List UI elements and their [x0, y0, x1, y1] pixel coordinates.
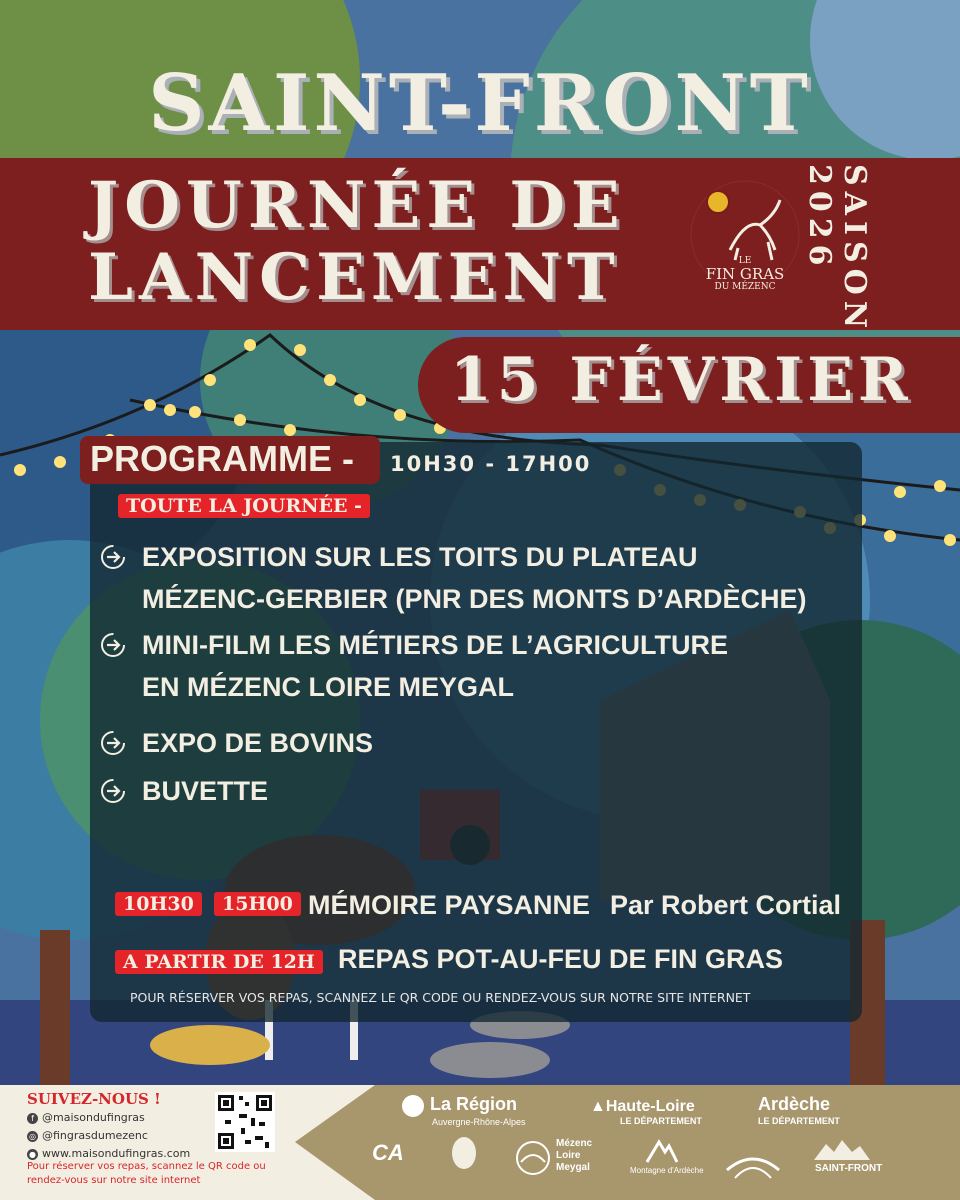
season-year: 2026 [802, 164, 837, 272]
pnr-logo [450, 1135, 478, 1177]
time-badge: 10H30 [115, 892, 202, 916]
credit-agricole-logo: CA [372, 1140, 404, 1165]
qr-code[interactable] [215, 1092, 275, 1152]
programme-hours: 10H30 - 17H00 [390, 452, 592, 476]
memoire-author: Par Robert Cortial [610, 890, 842, 920]
arrow-circle-icon [100, 778, 126, 804]
headline-line-2: LANCEMENT [88, 240, 621, 315]
programme-label: PROGRAMME - [90, 438, 354, 479]
ardeche-logo: Ardèche [758, 1094, 831, 1114]
montagne-ardeche-logo: Montagne d'Ardèche [630, 1166, 704, 1175]
logo-label: LE FIN GRAS DU MÉZENC [705, 256, 785, 292]
arrow-circle-icon [100, 730, 126, 756]
website-link[interactable]: ● www.maisondufingras.com [29, 1147, 191, 1160]
page-title: SAINT-FRONT [148, 58, 812, 149]
facebook-icon: f [27, 1113, 38, 1124]
globe-icon: ● [27, 1149, 38, 1160]
follow-us-title: SUIVEZ-NOUS ! [27, 1090, 161, 1108]
headline-line-1: JOURNÉE DE [88, 168, 626, 243]
haute-loire-icon: ▲ [590, 1098, 606, 1115]
time-badge: A PARTIR DE 12H [115, 950, 323, 974]
arrow-circle-icon [100, 544, 126, 570]
season-word: SAISON [837, 164, 872, 335]
all-day-badge: TOUTE LA JOURNÉE - [118, 494, 370, 518]
mezenc-loire-meygal-icon [515, 1140, 551, 1176]
instagram-link[interactable]: ◎ @fingrasdumezenc [29, 1129, 148, 1142]
time-badge: 15H00 [214, 892, 301, 916]
region-sub: Auvergne-Rhône-Alpes [432, 1117, 526, 1127]
facebook-link[interactable]: f @maisondufingras [27, 1111, 145, 1124]
haute-loire-sub: LE DÉPARTEMENT [620, 1116, 702, 1126]
haute-loire-logo: ▲Haute-Loire [590, 1098, 695, 1115]
saint-front-logo: SAINT-FRONT [815, 1163, 883, 1174]
instagram-icon: ◎ [27, 1131, 38, 1142]
mezenc-loire-meygal-logo: Mézenc Loire Meygal [556, 1138, 593, 1173]
arrow-circle-icon [100, 632, 126, 658]
montagne-ardeche-icon [645, 1138, 679, 1164]
region-logo: La Région [402, 1094, 517, 1117]
region-icon [402, 1095, 424, 1117]
footer-reserve-note: Pour réserver vos repas, scannez le QR code ou rendez-vous sur notre site internet [27, 1161, 266, 1186]
saint-front-icon [812, 1138, 872, 1162]
event-headline [88, 170, 626, 314]
repas-title: REPAS POT-AU-FEU DE FIN GRAS [338, 944, 784, 974]
memoire-title: MÉMOIRE PAYSANNE [308, 890, 591, 920]
event-date: 15 FÉVRIER [450, 345, 913, 415]
reservation-note: POUR RÉSERVER VOS REPAS, SCANNEZ LE QR CODE OU RENDEZ-VOUS SUR NOTRE SITE INTERNET [130, 990, 751, 1005]
road-landscape-logo [725, 1140, 781, 1180]
ardeche-sub: LE DÉPARTEMENT [758, 1116, 840, 1126]
